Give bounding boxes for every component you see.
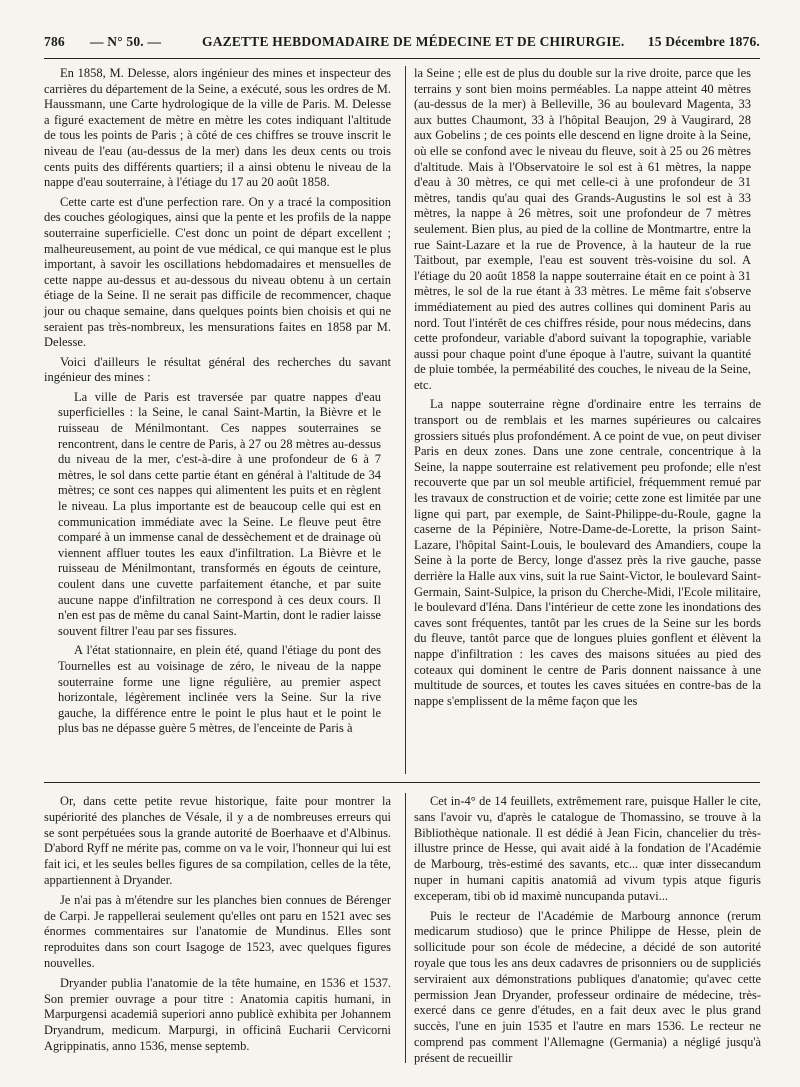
page-header [44, 34, 760, 54]
quoted-paragraph: la Seine ; elle est de plus du double sur la rive droite, parce que les terrains y sont bien moins perméables. La nappe atteint 40 mètres (au-dessus de la mer) à Belleville, 36 au boulevard Magenta, 33 aux buttes Chaumont, 33 à l'hôpital Beaujon, 29 à Vaugirard, 28 aux Gobelins ; de ces points elle descend en ligne droite à la Seine, où elle se confond avec le niveau du fleuve, soit à 25 ou 26 mètres d'altitude. Mais à l'Observatoire le sol est à 61 mètres, la nappe d'eau à 30 mètres, ce qui met celle-ci à une profondeur de 31 mètres, tandis qu'au quai des Grands-Augustins le sol est à 33 mètres, la nappe à 26 mètres, soit une profondeur de 7 mètres seulement. Bien plus, au pied de la colline de Montmartre, entre la rue Saint-Lazare et la rue de Provence, à la hauteur de la rue Taitbout, par exemple, l'eau est souvent très-voisine du sol. A l'étiage du 20 août 1858 la nappe souterraine était en ce point à 31 mètres, le sol de la rue étant à 33 mètres. Le même fait s'observe immédiatement au pied des autres collines qui dominent Paris au nord. Tout l'intérêt de ces chiffres réside, pour nous médecins, dans cette profondeur, variable d'abord suivant la topographie, variable aussi pour chaque point d'une époque à l'autre, suivant la quantité de pluie tombée, la perméabilité des couches, le niveau de la Seine, etc. [414, 66, 751, 392]
paragraph: Dryander publia l'anatomie de la tête humaine, en 1536 et 1537. Son premier ouvrage a pour titre : Anatomia capitis humani, in Marpurgensi academiâ superiori anno publicè exhibita per Johannem Dryandrum, medicum. Marpurgi, in officinâ Eucharii Cervicorni Agrippinatis, anno 1536, mense septemb. [44, 975, 391, 1053]
column-bottom-left [44, 794, 391, 1066]
paragraph: La nappe souterraine règne d'ordinaire entre les terrains de transport ou de remblais et les marnes supérieures ou calcaires grossiers situés plus profondément. A ce point de vue, on peut diviser Paris en deux zones. Dans une zone centrale, concentrique à la Seine, la nappe souterraine est relativement peu profonde; elle n'est recouverte que par un sol meuble artificiel, fréquemment remué par les travaux de construction et de voirie; cette zone est limitée par une ligne qui part, par exemple, de Saint-Philippe-du-Roule, gagne la caserne de la Pépinière, Notre-Dame-de-Lorette, la prison Saint-Lazare, l'hôpital Saint-Louis, le boulevard des Amandiers, coupe la Seine à la porte de Bercy, longe d'assez près la rive gauche, passe derrière la Halle aux vins, suit la rue Saint-Victor, le boulevard Saint-Germain, Saint-Sulpice, la prison du Cherche-Midi, l'Ecole militaire, le boulevard d'Iéna. Dans l'intérieur de cette zone les inondations des caves sont fréquentes, tantôt par les crues de la Seine sur les bords du fleuve, tantôt parce que de longues pluies gonflent et élèvent la nappe d'infiltration : les caves des maisons situées au pied des coteaux qui dominent le centre de Paris donnent naissance à une multitude de sources, et toutes les caves situées en contre-bas de la nappe s'emplissent de la même façon que les [414, 397, 761, 708]
paragraph: Cet in-4° de 14 feuillets, extrêmement rare, puisque Haller le cite, sans l'avoir vu, d'après le catalogue de Thomassino, se trouve à la Bibliothèque nationale. Il est dédié à Jean Ficin, chancelier du très-illustre prince de Hesse, qui avait aidé à la fondation de l'Académie de Marbourg, très-estimé des savants, etc... quæ inter dissecandum nuper in humani capitis anatomiâ ad vivum typis atque figuris exceperam, tibi ob id maximè nuncupanda putavi... [414, 794, 761, 903]
issue-date: 15 Décembre 1876. [647, 34, 760, 49]
page-number: 786 [44, 34, 65, 49]
section-rule [44, 782, 760, 783]
paragraph: Cette carte est d'une perfection rare. On y a tracé la composition des couches géologiques, ainsi que la pente et les profils de la nappe souterraine superficielle. C'est donc un point de départ excellent ; malheureusement, au point de vue médical, ce qui manque est le plus important, à savoir les oscillations hebdomadaires et mensuelles de cette nappe au-dessus et au-dessous du niveau obtenu à un certain étiage de la Seine. Il ne serait pas difficile de recommencer, chaque jour ou chaque semaine, dans quelques points bien choisis et qui ne seraient pas très-nombreux, les mensurations faites en 1858 par M. Delesse. [44, 194, 391, 350]
issue-number: — N° 50. — [90, 34, 162, 49]
paragraph: Voici d'ailleurs le résultat général des recherches du savant ingénieur des mines : [44, 354, 391, 385]
column-divider [405, 793, 406, 1063]
paragraph: En 1858, M. Delesse, alors ingénieur des mines et inspecteur des carrières du département de la Seine, a exécuté, sous les ordres de M. Haussmann, une Carte hydrologique de la ville de Paris. M. Delesse a figuré exactement de mètre en mètre les cotes indiquant l'altitude de tous les points de Paris ; à côté de ces chiffres se trouve inscrit le niveau de l'eau (au-dessus de la mer) dans les deux cents ou trois cents puits des différents quartiers; il a ainsi obtenu le niveau de la nappe d'eau souterraine, à l'étiage du 17 au 20 août 1858. [44, 66, 391, 190]
column-top-right [414, 66, 761, 778]
paragraph: Or, dans cette petite revue historique, faite pour montrer la supériorité des planches de Vésale, il y a de nombreuses erreurs qui se sont perpétuées sous la grande autorité de Boerhaave et d'Albinus. D'abord Ryff ne mérite pas, comme on va le voir, l'honneur qui lui est fait ici, et les seules belles figures de sa compilation, celles de la tête, appartiennent à Dryander. [44, 794, 391, 887]
paragraph: Puis le recteur de l'Académie de Marbourg annonce (rerum medicarum studioso) que le prince Philippe de Hesse, plein de sollicitude pour son école de médecine, a décidé de son autorité royale que tous les ans deux cadavres de prisonniers ou de suppliciés serviraient aux démonstrations publiques d'anatomie; qu'avec cette permission Jean Dryander, professeur ordinaire de médecine, très-exercé dans ce genre d'études, en a fait deux avec le plus grand succès, l'une en juin 1535 et l'autre en mars 1536. Le recteur ne comprend pas comment l'Allemagne (Germania) a négligé jusqu'à présent de recueillir [414, 908, 761, 1065]
column-divider [405, 66, 406, 774]
quoted-paragraph: A l'état stationnaire, en plein été, quand l'étiage du pont des Tournelles est au voisinage de zéro, le niveau de la nappe souterraine forme une ligne régulière, au premier aspect horizontale, légèrement inclinée vers la Seine. Sur la rive gauche, la différence entre le point le plus haut et le point le plus bas ne dépasse guère 5 mètres, de l'enceinte de Paris à [58, 643, 381, 736]
column-top-left [44, 66, 391, 778]
quoted-paragraph: La ville de Paris est traversée par quatre nappes d'eau superficielles : la Seine, le canal Saint-Martin, la Bièvre et le ruisseau de Ménilmontant. Ces nappes souterraines se rencontrent, dans le centre de Paris, à 27 ou 28 mètres au-dessus du niveau de la mer, c'est-à-dire à une profondeur de 6 à 7 mètres, le sol dans cette partie étant en général à l'altitude de 34 mètres; ce sont ces nappes qui alimentent les puits et en règlent le niveau. La plus importante est de beaucoup celle qui est en communication immédiate avec la Seine. Le fleuve peut être comparé à un immense canal de dessèchement et de drainage où viennent affluer toutes les eaux d'infiltration. La Bièvre et le ruisseau de Ménilmontant, transformés en égouts de ceinture, coulent dans une cuvette parfaitement étanche, et par suite aucune nappe d'infiltration ne correspond à ces deux cours. Il n'en est pas de même du canal Saint-Martin, dont le radier laisse souvent filtrer l'eau par ses fissures. [58, 389, 381, 638]
column-bottom-right [414, 794, 761, 1066]
paragraph: Je n'ai pas à m'étendre sur les planches bien connues de Bérenger de Carpi. Je rappellerai seulement qu'elles ont paru en 1521 avec ses énormes commentaires sur l'anatomie de Mundinus. Elles sont reproduites dans son court Isagoge de 1523, avec quelques figures nouvelles. [44, 892, 391, 970]
journal-title: GAZETTE HEBDOMADAIRE DE MÉDECINE ET DE CHIRURGIE. [202, 34, 625, 49]
header-rule [44, 58, 760, 59]
